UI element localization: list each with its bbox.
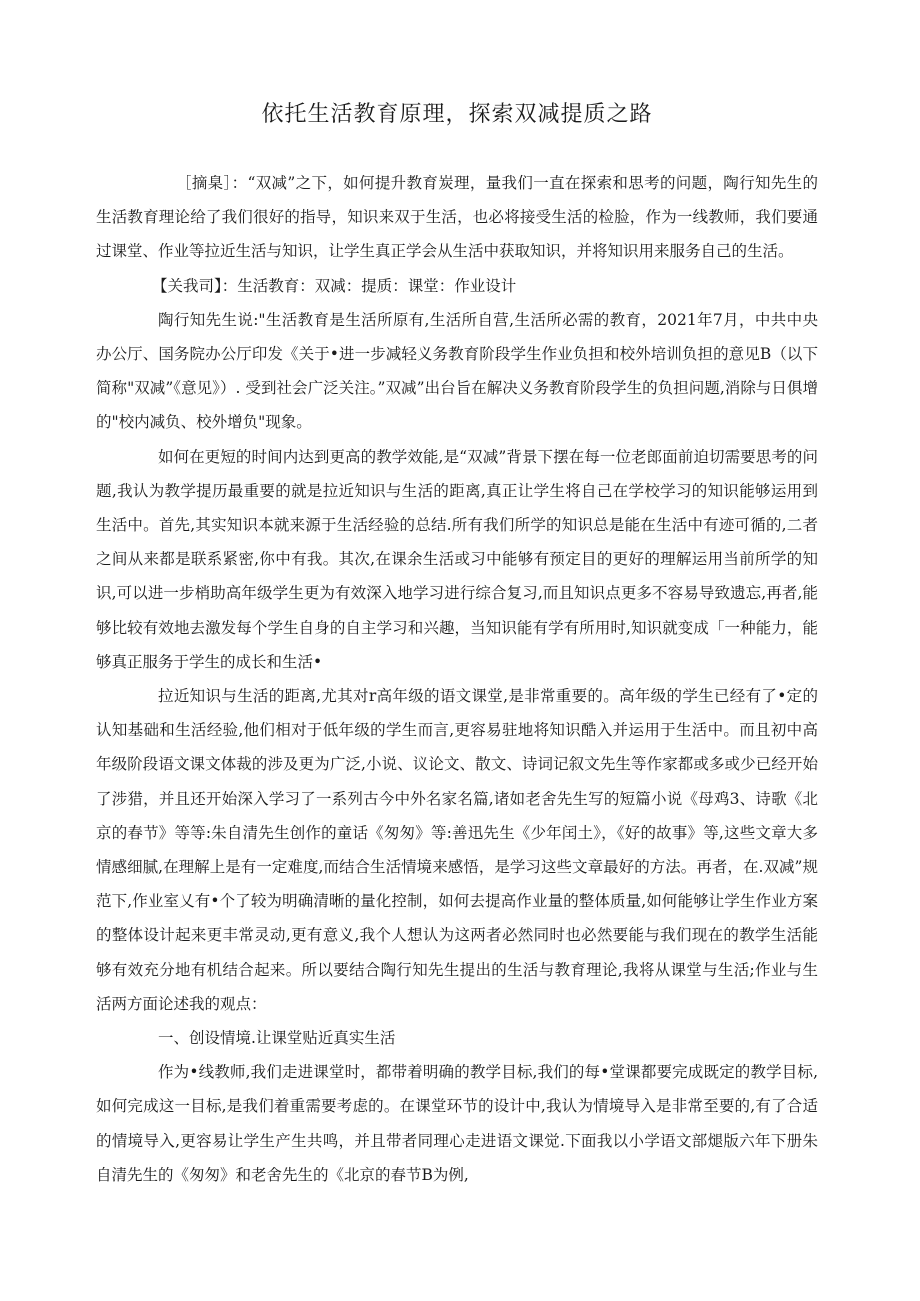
abstract-paragraph: ［摘臬］：“双减”之下，如何提升教育炭理，量我们一直在探索和思考的问题，陶行知先生的生活教育理论给了我们很好的指导，知识来双于生活，也必将接受生活的检脸，作为一线教师，我们要通过课堂、作业等拉近生活与知识，让学生真正学会从生活中获取知识，并将知识用来服务自己的生活。 [96, 174, 818, 261]
body-paragraph-3: 拉近知识与生活的距离,尤其对r高年级的语文课堂,是非常重要的。高年级的学生已经有了•定的认知基础和生活经验,他们相对于低年级的学生而言,更容易驻地将知识酷入并运用于生活中。而且初中高年级阶段语文课文体裁的涉及更为广泛,小说、议论文、散文、诗词记叙文先生等作家都或多或少已经开始了涉猎，并且还开始深入学习了一系列古今中外名家名篇,诸如老舍先生写的短篇小说《母鸡3、诗歌《北京的春节》等等:朱自清先生创作的童话《匆匆》等:善迅先生《少年闰土》，《好的故事》等,这些文章大多情感细腻,在理解上是有一定难度,而结合生活情境来感悟，是学习这些文章最好的方法。再者，在.双减”规范下,作业室乂有•个了较为明确清晰的量化控制，如何去提高作业量的整体质量,如何能够让学生作业方案的整体设计起来更丰常灵动,更有意义,我个人想认为这两者必然同时也必然要能与我们现在的教学生活能够有效充分地有机结合起来。所以要结合陶行知先生提出的生活与教育理论,我将从课堂与生活;作业与生活两方面论述我的观点： [96, 687, 818, 1013]
body-paragraph-1: 陶行知先生说:"生活教育是生活所原有,生活所自营,生活所必需的教育，2021年7月，中共中央办公厅、国务院办公厅印发《关于•进一步减轻义务教育阶段学生作业负担和校外培训负担的意见B（以下简称"双减”《意见》）. 受到社会广泛关注。”双减”出台旨在解决义务教育阶段学生的负担问题,消除与日俱增的"校内减负、校外增负"现象。 [96, 310, 818, 432]
section-paragraph: 作为•线教师,我们走进课堂时，都带着明确的教学目标,我们的每•堂课都要完成既定的教学目标,如何完成这一目标,是我们着重需要考虑的。在课堂环节的设计中,我认为情境导入是非常至要的,有了合适的情境导入,更容易让学生产生共鸣，并且带者同理心走进语文课觉.下面我以小学语文部煺版六年下册朱自清先生的《匆匆》和老舍先生的《北京的春节B为例, [96, 1063, 818, 1184]
section-heading: 一、创设情境.让课堂贴近真实生活 [158, 1029, 396, 1048]
keywords-line: 【关我司】：生活教育：双减：提质：课堂：作业设计 [152, 276, 517, 295]
document-page [96, 100, 818, 1192]
body-paragraph-2: 如何在更短的时间内达到更高的教学效能,是“双减”背景下摆在每一位老郎面前迫切需要思考的问题,我认为教学提历最重要的就是拉近知识与生活的距离,真正让学生将自己在学校学习的知识能够运用到生活中。首先,其实知识本就来源于生活经验的总结.所有我们所学的知识总是能在生活中有迹可循的,二者之间从来都是联系紧密,你中有我。其次,在课余生活或习中能够有预定目的更好的理解运用当前所学的知识,可以进一步梢助高年级学生更为有效深入地学习进行综合复习,而且知识点更多不容易导致遗忘,再者,能够比较有效地去激发每个学生自身的自主学习和兴趣，当知识能有学有所用时,知识就变成「一种能力，能够真正服务于学生的成长和生活• [96, 447, 818, 671]
document-title: 依托生活教育原理，探索双减提质之路 [261, 102, 653, 127]
